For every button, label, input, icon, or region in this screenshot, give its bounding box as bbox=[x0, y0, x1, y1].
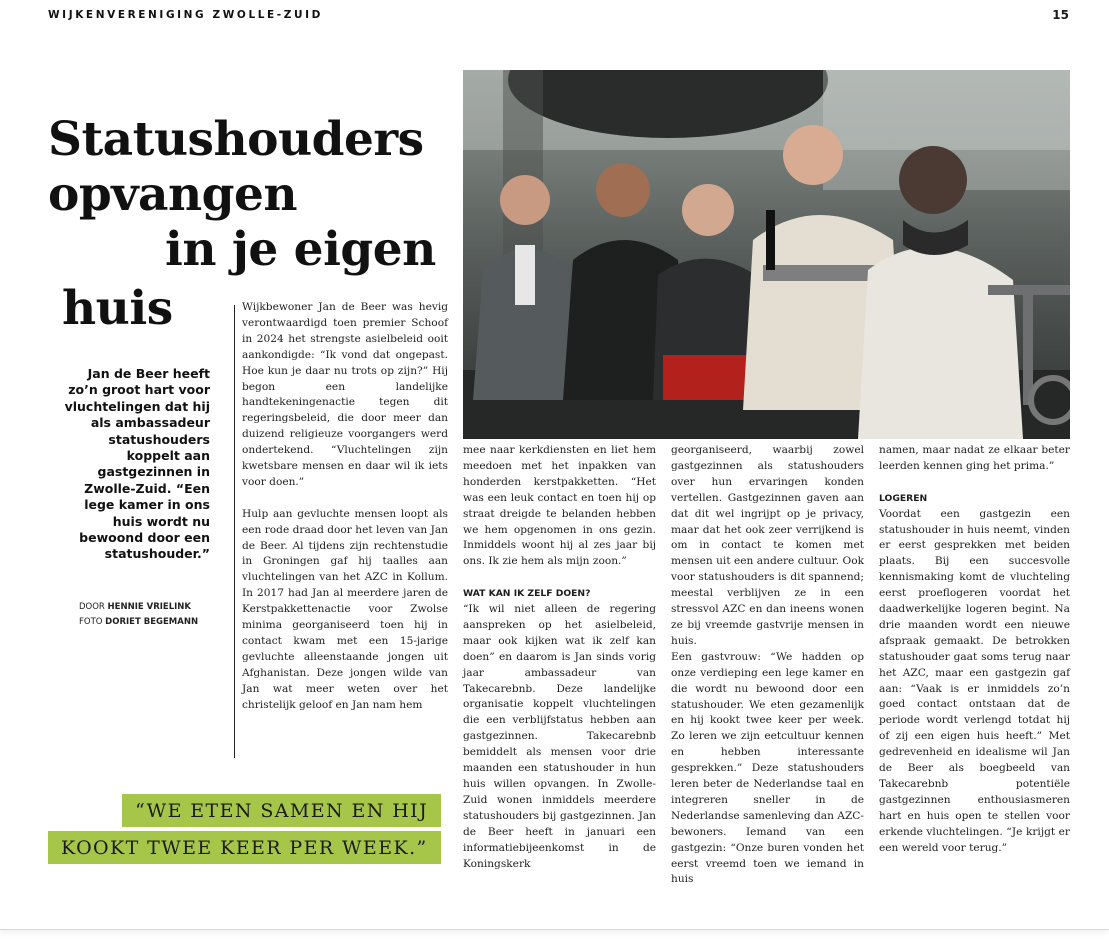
author-credit bbox=[79, 600, 239, 615]
section-heading: WAT KAN IK ZELF DOEN? bbox=[463, 588, 591, 600]
photo-credit bbox=[79, 615, 239, 630]
pull-quote-line-2: KOOKT TWEE KEER PER WEEK.” bbox=[48, 831, 441, 864]
article-paragraph: Hulp aan gevluchte mensen loopt als een rode draad door het leven van Jan de Beer. Al tijdens zijn rechtenstudie in Groningen gaf hij taalles aan vluchtelingen van het AZC in Kollum. In 2017 had Jan al meerdere jaren de Kerstpakkettenactie voor Zwolse minima georganiseerd toen hij in contact kwam met een 15-jarige gevluchte alleenstaande jongen uit Afghanistan. Deze jongen wilde van Jan wat meer weten over het christelijk geloof en Jan nam hem bbox=[242, 507, 448, 711]
running-head: WIJKENVERENIGING ZWOLLE-ZUID bbox=[48, 9, 323, 21]
photo-label: FOTO bbox=[79, 617, 103, 627]
article-column-3 bbox=[671, 443, 864, 888]
article-paragraph: Voordat een gastgezin een statushouder in huis neemt, vinden er eerst gesprekken met beiden plaats. Bij een succesvolle kennismaking komt de vluchteling eerst proeflogeren voordat het daadwerkelijke logeren begint. Na drie maanden wordt een nieuwe afspraak gemaakt. De betrokken statushouder gaat soms terug naar het AZC, maar een gastgezin gaf aan: “Vaak is er inmiddels zo’n goed contact ontstaan dat de periode wordt verlengd totdat hij of zij een eigen huis heeft.” Met gedrevenheid en idealisme wil Jan de Beer als boegbeeld van Takecarebnb potentiële gastgezinnen enthousiasmeren hart en huis open te stellen voor erkende vluchtelingen. “Je krijgt er een wereld voor terug.” bbox=[879, 507, 1070, 854]
section-heading: LOGEREN bbox=[879, 492, 928, 504]
column-divider bbox=[234, 305, 235, 758]
pull-quote-line-1: “WE ETEN SAMEN EN HIJ bbox=[122, 794, 441, 827]
article-paragraph: Wijkbewoner Jan de Beer was hevig verontwaardigd toen premier Schoof in 2024 het strengste asielbeleid ooit aankondigde: “Ik vond dat ongepast. Hoe kun je daar nu trots op zijn?” Hij begon een landelijke handtekeningenactie tegen dit regeringsbeleid, die door meer dan duizend religieuze voorgangers werd ondertekend. “Vluchtelingen zijn kwetsbare mensen en daar wil ik iets voor doen.” bbox=[242, 301, 448, 488]
headline-line-4: huis bbox=[62, 281, 173, 336]
article-column-4 bbox=[879, 443, 1070, 857]
panel-discussion-photo bbox=[463, 70, 1070, 439]
article-paragraph: “Ik wil niet alleen de regering aanspreken op het asielbeleid, maar ook kijken wat ik zelf kan doen” en daarom is Jan sinds vorig jaar ambassadeur van Takecarebnb. Deze landelijke organisatie koppelt vluchtelingen die een verblijfstatus hebben aan gastgezinnen. Takecarebnb bemiddelt als mensen voor drie maanden een statushouder in hun huis willen opvangen. In Zwolle-Zuid wonen inmiddels meerdere statushouders bij gastgezinnen. Jan de Beer heeft in januari een informatiebijeenkomst in de Koningskerk bbox=[463, 603, 656, 870]
headline-line-1: Statushouders bbox=[48, 112, 424, 167]
article-paragraph: georganiseerd, waarbij zowel gastgezinnen als statushouders over hun ervaringen konden vertellen. Gastgezinnen gaven aan dat dit wel ingrijpt op je privacy, maar dat het ook zeer verrijkend is om in contact te komen met mensen uit een andere cultuur. Ook voor statushouders is dit spannend; meestal verblijven ze in een stressvol AZC en dan ineens wonen ze bij vreemde gastvrije mensen in huis. bbox=[671, 444, 864, 647]
article-paragraph: namen, maar nadat ze elkaar beter leerden kennen ging het prima.” bbox=[879, 444, 1070, 472]
headline-line-3: in je eigen bbox=[165, 222, 436, 277]
headline-line-2: opvangen bbox=[48, 167, 298, 222]
page-number: 15 bbox=[1052, 8, 1069, 22]
article-paragraph: Een gastvrouw: “We hadden op onze verdieping een lege kamer en die wordt nu bewoond door een statushouder. We eten gezamenlijk en hij kookt twee keer per week. Zo leren we zijn eetcultuur kennen en hebben interessante gesprekken.” Deze statushouders leren beter de Nederlandse taal en integreren sneller in de Nederlandse samenleving dan AZC-bewoners. Iemand van een gastgezin: “Onze buren vonden het eerst vreemd toen we iemand in huis bbox=[671, 650, 864, 886]
byline bbox=[79, 600, 239, 630]
author-name: HENNIE VRIELINK bbox=[107, 602, 191, 612]
article-intro: Jan de Beer heeft zo’n groot hart voor vluchtelingen dat hij als ambassadeur statushouders koppelt aan gastgezinnen in Zwolle-Zuid. “Een lege kamer in ons huis wordt nu bewoond door een statushouder.” bbox=[64, 366, 210, 562]
photographer-name: DORIET BEGEMANN bbox=[105, 617, 199, 627]
photo-illustration bbox=[463, 70, 1070, 439]
author-label: DOOR bbox=[79, 602, 105, 612]
article-column-1 bbox=[242, 300, 448, 714]
article-column-2 bbox=[463, 443, 656, 872]
article-paragraph: mee naar kerkdiensten en liet hem meedoen met het inpakken van honderden kerstpakketten. “Het was een leuk contact en toen hij op straat dreigde te belanden hebben we hem opgenomen in ons gezin. Inmiddels woont hij al zes jaar bij ons. Ik zie hem als mijn zoon.” bbox=[463, 444, 656, 568]
